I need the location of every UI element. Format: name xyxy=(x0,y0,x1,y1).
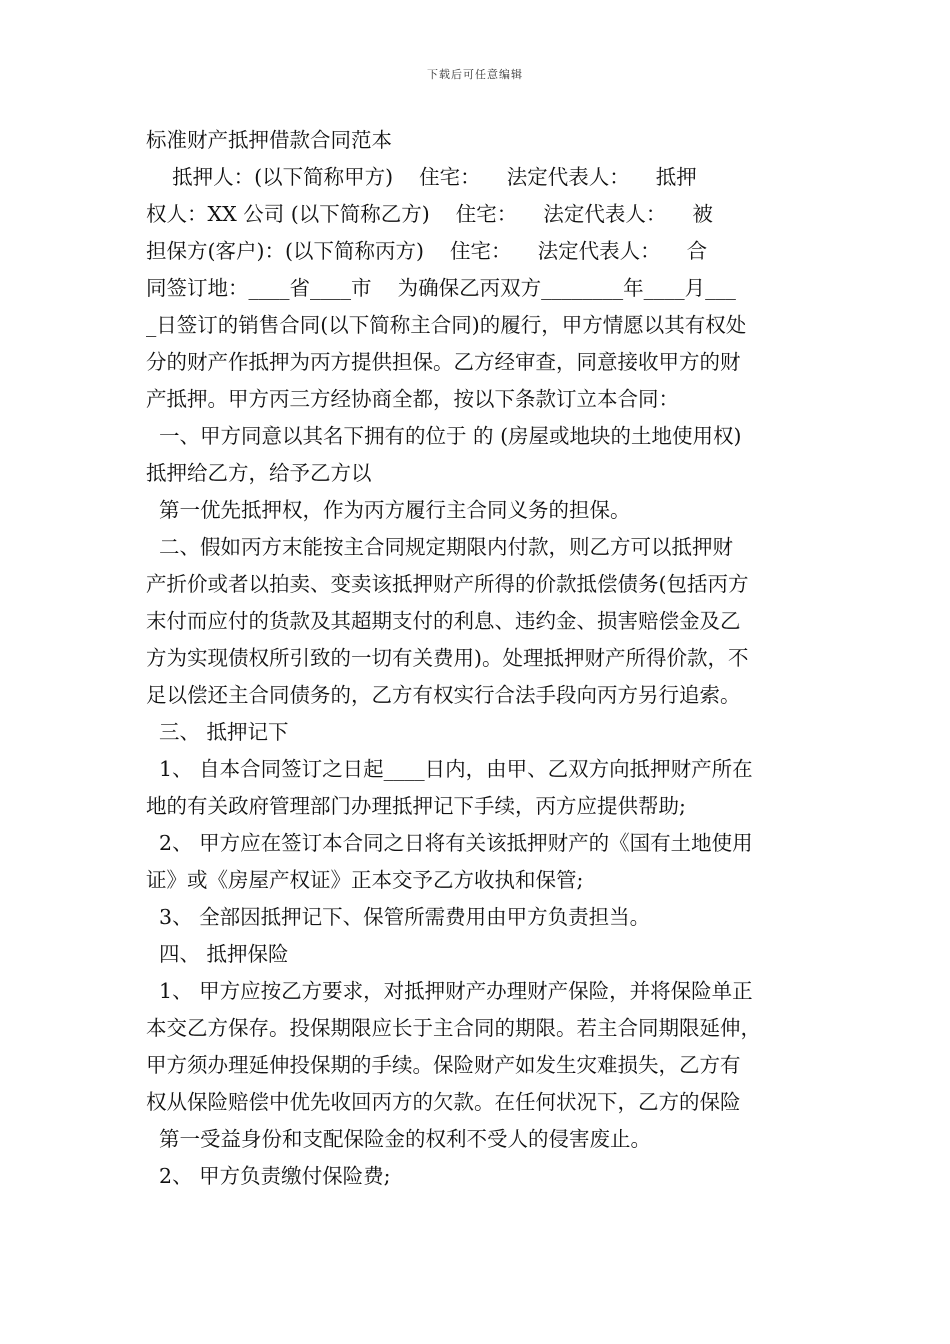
text-line: 权从保险赔偿中优先收回丙方的欠款。在任何状况下，乙方的保险 xyxy=(146,1090,741,1114)
text-line: 担保方(客户)：(以下简称丙方) 住宅： 法定代表人： 合 xyxy=(146,239,708,263)
text-line: 足以偿还主合同债务的，乙方有权实行合法手段向丙方另行追索。 xyxy=(146,683,741,707)
text-line: 产抵押。甲方丙三方经协商全都，按以下条款订立本合同： xyxy=(146,387,679,411)
document-title: 标准财产抵押借款合同范本 xyxy=(146,128,392,152)
section-heading: 三、 抵押记下 xyxy=(146,720,289,744)
text-line: 产折价或者以拍卖、变卖该抵押财产所得的价款抵偿债务(包括丙方 xyxy=(146,572,749,596)
text-line: 证》或《房屋产权证》正本交予乙方收执和保管; xyxy=(146,868,584,892)
text-line: 第一优先抵押权，作为丙方履行主合同义务的担保。 xyxy=(146,498,631,522)
text-line: _日签订的销售合同(以下简称主合同)的履行，甲方情愿以其有权处 xyxy=(146,313,747,337)
text-line: 1、 自本合同签订之日起____日内，由甲、乙双方向抵押财产所在 xyxy=(146,757,753,781)
text-line: 同签订地：____省____市 为确保乙丙双方________年____月___ xyxy=(146,276,736,300)
header-note: 下载后可任意编辑 xyxy=(427,68,523,81)
text-line: 一、甲方同意以其名下拥有的位于 的 (房屋或地块的土地使用权) xyxy=(146,424,742,448)
text-line: 2、 甲方负责缴付保险费; xyxy=(146,1164,391,1188)
text-line: 抵押人：(以下简称甲方) 住宅： 法定代表人： 抵押 xyxy=(146,165,697,189)
text-line: 2、 甲方应在签订本合同之日将有关该抵押财产的《国有土地使用 xyxy=(146,831,753,855)
text-line: 地的有关政府管理部门办理抵押记下手续，丙方应提供帮助; xyxy=(146,794,686,818)
text-line: 甲方须办理延伸投保期的手续。保险财产如发生灾难损失，乙方有 xyxy=(146,1053,741,1077)
text-line: 本交乙方保存。投保期限应长于主合同的期限。若主合同期限延伸， xyxy=(146,1016,761,1040)
text-line: 3、 全部因抵押记下、保管所需费用由甲方负责担当。 xyxy=(146,905,651,929)
text-line: 抵押给乙方，给予乙方以 xyxy=(146,461,372,485)
text-line: 方为实现债权所引致的一切有关费用)。处理抵押财产所得价款，不 xyxy=(146,646,749,670)
text-line: 二、假如丙方末能按主合同规定期限内付款，则乙方可以抵押财 xyxy=(146,535,734,559)
text-line: 权人：XX 公司 (以下简称乙方) 住宅： 法定代表人： 被 xyxy=(146,202,713,226)
text-line: 第一受益身份和支配保险金的权利不受人的侵害废止。 xyxy=(146,1127,652,1151)
text-line: 末付而应付的货款及其超期支付的利息、违约金、损害赔偿金及乙 xyxy=(146,609,741,633)
text-line: 1、 甲方应按乙方要求，对抵押财产办理财产保险，并将保险单正 xyxy=(146,979,753,1003)
section-heading: 四、 抵押保险 xyxy=(146,942,289,966)
document-body xyxy=(146,122,812,1195)
text-line: 分的财产作抵押为丙方提供担保。乙方经审查，同意接收甲方的财 xyxy=(146,350,741,374)
